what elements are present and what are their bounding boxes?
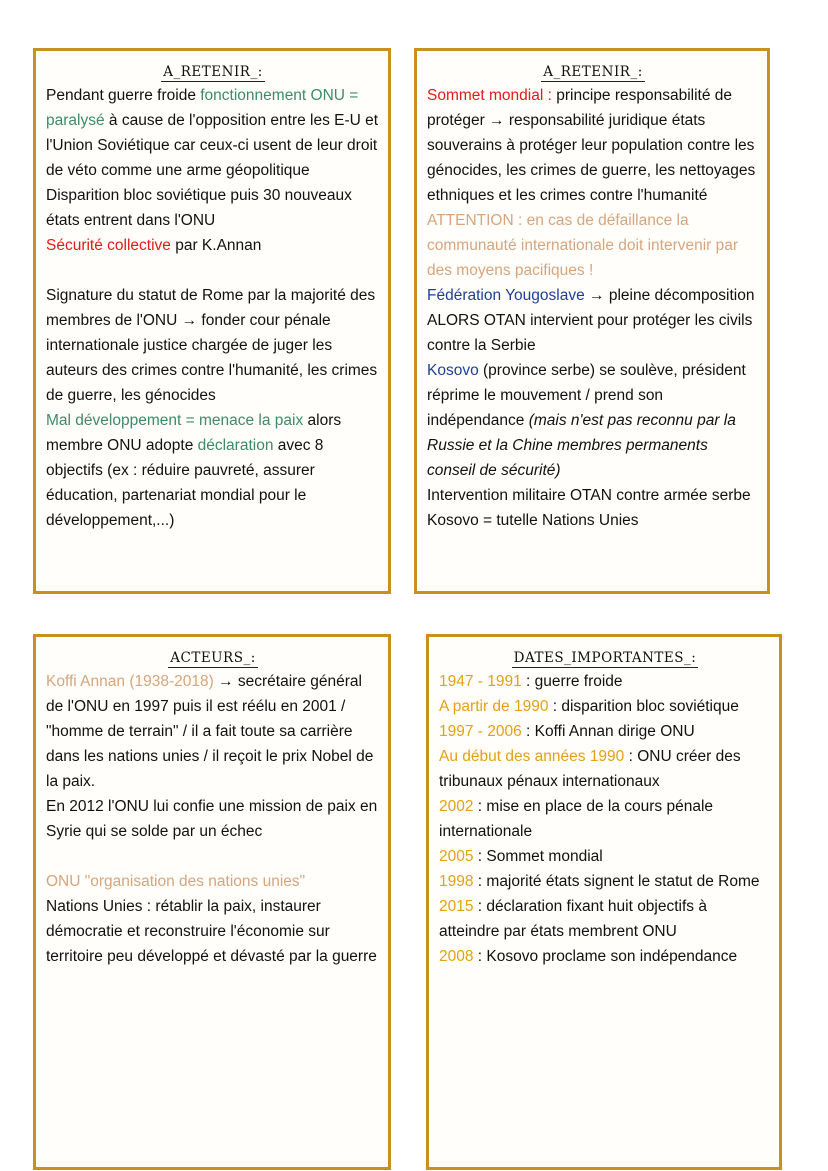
paragraph: Koffi Annan (1938-2018) → secrétaire général de l'ONU en 1997 puis il est réélu en 2001 / "homme de terrain" / il a fait toute sa carrière dans les nations unies / il reçoit le prix Nobel de la paix. <box>46 673 374 790</box>
list-item: 2005 : Sommet mondial <box>439 848 603 865</box>
list-item: 2015 : déclaration fixant huit objectifs à atteindre par états membrent ONU <box>439 898 707 940</box>
list-item: 1997 - 2006 : Koffi Annan dirige ONU <box>439 723 695 740</box>
paragraph: En 2012 l'ONU lui confie une mission de paix en Syrie qui se solde par un échec <box>46 798 378 840</box>
card-title: DATES_IMPORTANTES_: <box>513 650 697 666</box>
list-item: A partir de 1990 : disparition bloc soviétique <box>439 698 739 715</box>
card-title: ACTEURS_: <box>170 650 256 666</box>
paragraph: Signature du statut de Rome par la majorité des membres de l'ONU → fonder cour pénale internationale justice chargée de juger les auteurs des crimes contre l'humanité, les crimes de guerre, les génocides <box>46 287 378 404</box>
card-dates-importantes <box>426 634 782 1170</box>
paragraph: ONU "organisation des nations unies" <box>46 873 306 890</box>
list-item: 2002 : mise en place de la cours pénale internationale <box>439 798 714 840</box>
card-title: A_RETENIR_: <box>543 64 643 80</box>
card-a-retenir-2 <box>414 48 770 594</box>
list-item: Au début des années 1990 : ONU créer des tribunaux pénaux internationaux <box>439 748 741 790</box>
paragraph: Nations Unies : rétablir la paix, instaurer démocratie et reconstruire l'économie sur territoire peu développé et dévasté par la guerre <box>46 898 377 965</box>
paragraph: Sécurité collective par K.Annan <box>46 237 262 254</box>
card-a-retenir-1 <box>33 48 391 594</box>
paragraph: Fédération Yougoslave → pleine décomposition ALORS OTAN intervient pour protéger les civils contre la Serbie <box>427 287 755 354</box>
paragraph: Sommet mondial : principe responsabilité de protéger → responsabilité juridique états souverains à protéger leur population contre les génocides, les crimes de guerre, les nettoyages ethniques et les crimes contre l'humanité ATTENTION : en cas de défaillance la communauté internationale doit intervenir par des moyens pacifiques ! <box>427 87 756 279</box>
paragraph: Intervention militaire OTAN contre armée serbe Kosovo = tutelle Nations Unies <box>427 487 751 529</box>
paragraph: Pendant guerre froide fonctionnement ONU = paralysé à cause de l'opposition entre les E-U et l'Union Soviétique car ceux-ci usent de leur droit de véto comme une arme géopolitique <box>46 87 379 179</box>
list-item: 2008 : Kosovo proclame son indépendance <box>439 948 738 965</box>
card-title: A_RETENIR_: <box>163 64 263 80</box>
card-acteurs <box>33 634 391 1170</box>
list-item: 1998 : majorité états signent le statut de Rome <box>439 873 760 890</box>
paragraph: Kosovo (province serbe) se soulève, président réprime le mouvement / prend son indépendance (mais n'est pas reconnu par la Russie et la Chine membres permanents conseil de sécurité) <box>427 362 746 479</box>
paragraph: Mal développement = menace la paix alors membre ONU adopte déclaration avec 8 objectifs (ex : réduire pauvreté, assurer éducation, partenariat mondial pour le développement,...) <box>46 412 342 529</box>
list-item: 1947 - 1991 : guerre froide <box>439 673 623 690</box>
paragraph: Disparition bloc soviétique puis 30 nouveaux états entrent dans l'ONU <box>46 187 352 229</box>
